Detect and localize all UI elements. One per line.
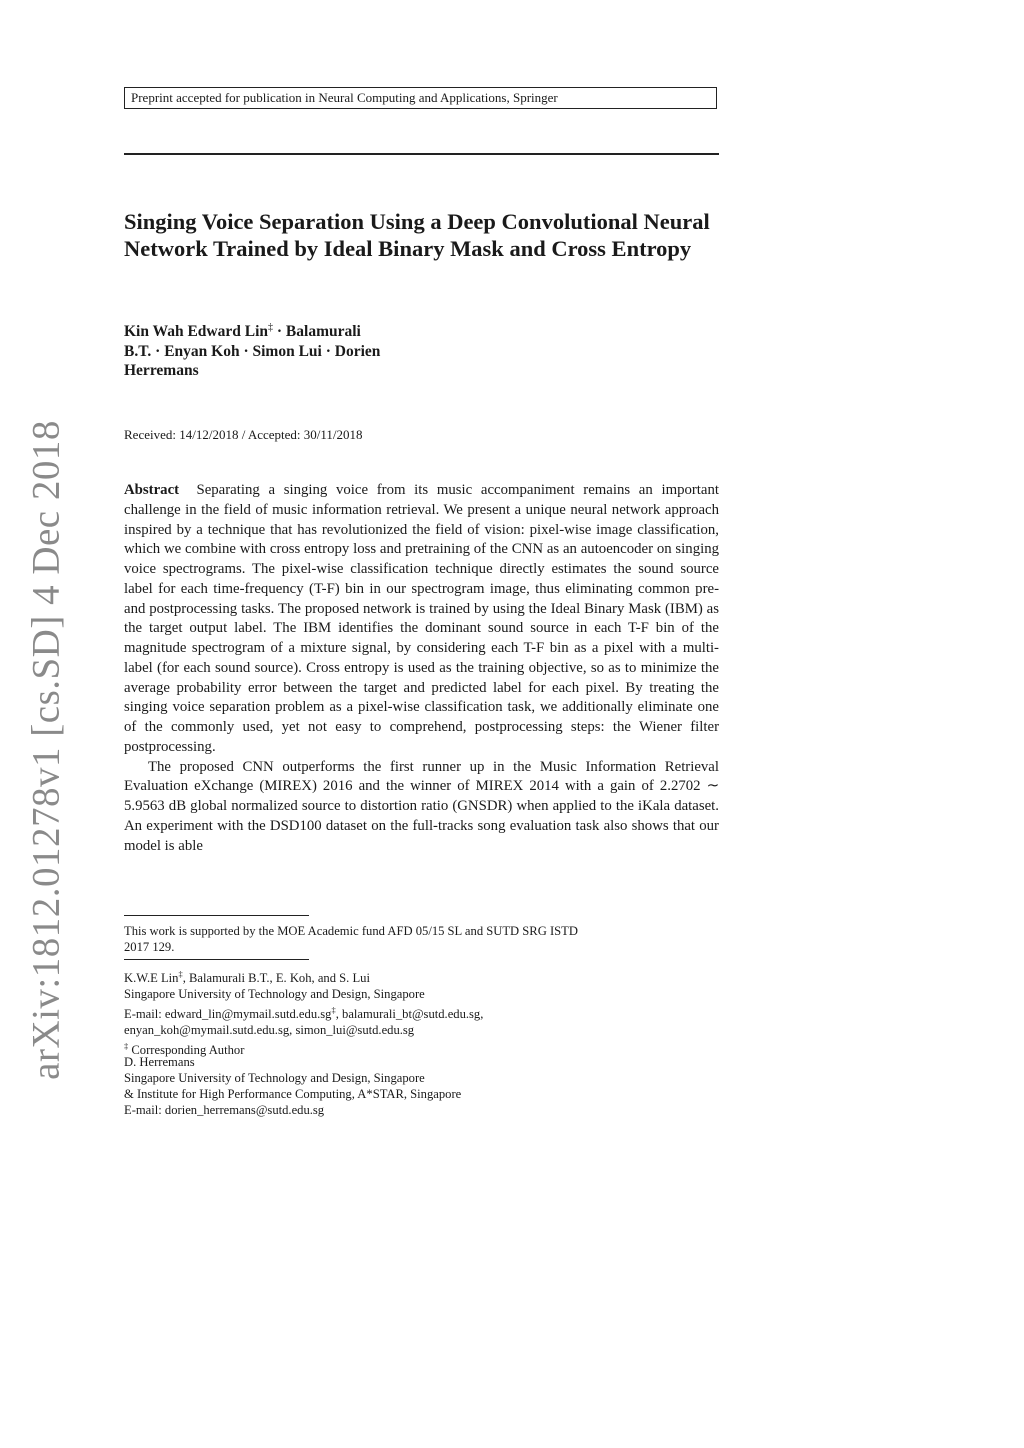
- affiliation-1-names: [124, 966, 719, 986]
- affiliation-1-names-b: , Balamurali B.T., E. Koh, and S. Lui: [182, 971, 370, 986]
- preprint-note: Preprint accepted for publication in Neural Computing and Applications, Springer: [124, 87, 717, 109]
- affiliation-1-names-a: K.W.E Lin: [124, 971, 179, 986]
- abstract-paragraph-1: [124, 481, 719, 758]
- abstract: [124, 481, 719, 856]
- affiliation-1-email-a: E-mail: edward_lin@mymail.sutd.edu.sg: [124, 1007, 332, 1022]
- corresponding-author-text: Corresponding Author: [128, 1043, 245, 1058]
- funding-line-1: This work is supported by the MOE Academic fund AFD 05/15 SL and SUTD SRG ISTD: [124, 924, 578, 938]
- affiliation-1-email-b: , balamurali_bt@sutd.edu.sg,: [335, 1007, 484, 1022]
- header-rule: [124, 153, 719, 155]
- affiliation-block-2: [124, 1054, 719, 1118]
- funding-footnote: [124, 923, 719, 955]
- affiliation-2-email: E-mail: dorien_herremans@sutd.edu.sg: [124, 1103, 325, 1117]
- author-list: [124, 318, 484, 381]
- affiliation-1-institution: Singapore University of Technology and Design, Singapore: [124, 987, 425, 1002]
- affiliation-rule: [124, 959, 309, 960]
- corresponding-author-mark: ‡: [124, 1041, 129, 1052]
- abstract-text-1: Separating a singing voice from its music accompaniment remains an important challenge in the field of music information retrieval. We present a unique neural network approach inspired by a technique that has revolutionized the field of vision: pixel-wise image classification, which we combine with cross entropy loss and pretraining of the CNN as an autoencoder on singing voice spectrograms. The pixel-wise classification technique directly estimates the sound source label for each time-frequency (T-F) bin in our spectrogram image, thus eliminating common pre- and postprocessing tasks. The proposed network is trained by using the Ideal Binary Mask (IBM) as the target output label. The IBM identifies the dominant sound source in each T-F bin of the magnitude spectrogram of a mixture signal, by considering each T-F bin as a pixel with a multi-label (for each sound source). Cross entropy is used as the training objective, so as to minimize the average probability error between the target and predicted label for each pixel. By treating the singing voice separation problem as a pixel-wise classification task, we additionally eliminate one of the commonly used, yet not easy to comprehend, postprocessing steps: the Wiener filter postprocessing.: [124, 482, 719, 755]
- paper-title: Singing Voice Separation Using a Deep Convolutional Neural Network Trained by Ideal Binary Mask and Cross Entropy: [124, 209, 710, 261]
- author-line-1b: · Balamurali: [273, 323, 361, 341]
- funding-line-2: 2017 129.: [124, 940, 175, 954]
- author-line-2: B.T. · Enyan Koh · Simon Lui · Dorien: [124, 342, 381, 360]
- author-line-3: Herremans: [124, 362, 199, 380]
- affiliation-block-1: [124, 966, 719, 1059]
- affiliation-1-email-mark: ‡: [331, 1005, 336, 1016]
- affiliation-1-mark: ‡: [178, 969, 183, 979]
- author-line-1a: Kin Wah Edward Lin: [124, 323, 269, 341]
- affiliation-1-email-line-2: enyan_koh@mymail.sutd.edu.sg, simon_lui@sutd.edu.sg: [124, 1023, 415, 1038]
- abstract-paragraph-2: The proposed CNN outperforms the first runner up in the Music Information Retrieval Evaluation eXchange (MIREX) 2016 and the winner of MIREX 2014 with a gain of 2.2702 ∼ 5.9563 dB global normalized source to distortion ratio (GNSDR) when applied to the iKala dataset. An experiment with the DSD100 dataset on the full-tracks song evaluation task also shows that our model is able: [124, 758, 719, 854]
- corresponding-mark: ‡: [268, 322, 274, 333]
- affiliation-2-institution-2: & Institute for High Performance Computing, A*STAR, Singapore: [124, 1087, 462, 1101]
- arxiv-identifier-stamp: arXiv:1812.01278v1 [cs.SD] 4 Dec 2018: [24, 420, 68, 1080]
- affiliation-2-institution-1: Singapore University of Technology and Design, Singapore: [124, 1071, 425, 1085]
- received-accepted-dates: Received: 14/12/2018 / Accepted: 30/11/2018: [124, 427, 363, 442]
- affiliation-1-email: [124, 1002, 719, 1022]
- footnote-rule: [124, 915, 309, 916]
- abstract-label: Abstract: [124, 482, 180, 498]
- affiliation-2-name: D. Herremans: [124, 1055, 195, 1069]
